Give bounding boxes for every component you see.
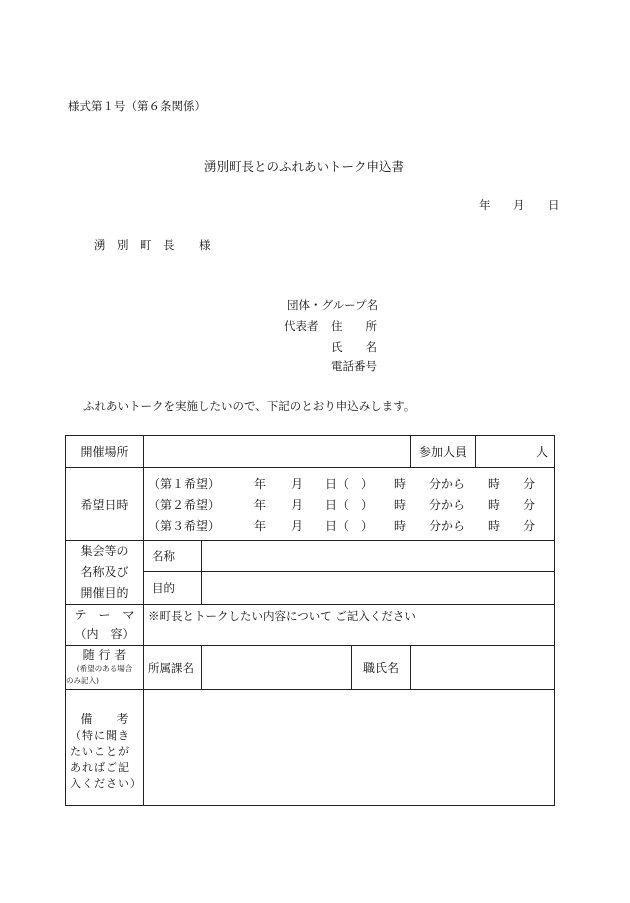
theme-row — [66, 605, 555, 646]
gathering-label-line: 集会等の — [80, 544, 129, 558]
representative-label: 代表者 — [284, 319, 319, 333]
venue-label: 開催場所 — [66, 436, 144, 468]
remarks-label-main: 備 考 — [80, 712, 129, 726]
hope-year: 年 — [254, 476, 267, 491]
theme-label-line: （内 容） — [74, 627, 135, 641]
hope-month: 月 — [291, 497, 304, 512]
participants-label: 参加人員 — [411, 436, 476, 468]
date-year-label: 年 — [479, 198, 491, 212]
hope-hour-end: 時 — [488, 497, 501, 512]
participants-field[interactable] — [476, 436, 555, 468]
theme-label-line: テ ー マ — [74, 608, 135, 622]
venue-field[interactable] — [144, 436, 411, 468]
hope-month: 月 — [291, 518, 304, 533]
companion-label — [66, 646, 144, 690]
companion-label-main: 随 行 者 — [82, 648, 127, 662]
hope-label: 希望日時 — [66, 468, 144, 541]
addressee-name: 湧 別 町 長 — [94, 238, 175, 252]
gathering-name-row — [66, 541, 555, 572]
hope-hour-end: 時 — [488, 476, 501, 491]
theme-field[interactable] — [144, 605, 555, 646]
hope-day: 日（ ） — [325, 476, 374, 491]
hope-hour: 時 — [394, 476, 407, 491]
address-label: 住 所 — [331, 319, 377, 333]
hope-day: 日（ ） — [325, 497, 374, 512]
theme-label — [66, 605, 144, 646]
hope-hour-end: 時 — [488, 518, 501, 533]
group-name-label: 団体・グループ名 — [287, 298, 379, 312]
hope-line-1 — [144, 475, 554, 492]
name-label: 氏 名 — [331, 340, 377, 354]
staff-field[interactable] — [411, 646, 555, 690]
hope-year: 年 — [254, 497, 267, 512]
hope-row — [66, 468, 555, 541]
venue-row — [66, 436, 555, 468]
companion-label-note: (希望のある場合 — [76, 664, 133, 673]
gathering-name-field[interactable] — [202, 541, 555, 572]
hope-minute-end: 分 — [523, 518, 536, 533]
hope-hour: 時 — [394, 518, 407, 533]
hope-minute-end: 分 — [523, 497, 536, 512]
remarks-row — [66, 690, 555, 806]
remarks-label — [66, 690, 144, 806]
gathering-purpose-field[interactable] — [202, 572, 555, 605]
hope-minute-end: 分 — [523, 476, 536, 491]
hope-choice: （第１希望） — [148, 476, 221, 491]
form-title: 湧別町長とのふれあいトーク申込書 — [204, 159, 405, 174]
hope-month: 月 — [291, 476, 304, 491]
gathering-label-line: 名称及び — [80, 565, 129, 579]
form-number: 様式第１号（第６条関係） — [68, 99, 206, 113]
date-month-label: 月 — [513, 198, 525, 212]
companion-row — [66, 646, 555, 690]
hope-choice: （第２希望） — [148, 497, 221, 512]
intro-text: ふれあいトークを実施したいので、下記のとおり申込みします。 — [83, 399, 416, 413]
companion-label-note: のみ記入) — [66, 676, 99, 685]
hope-minute: 分から — [429, 518, 466, 533]
dept-field[interactable] — [202, 646, 352, 690]
theme-note: ※町長とトークしたい内容について ご記入ください — [148, 609, 416, 623]
gathering-purpose-label: 目的 — [144, 572, 202, 605]
phone-label: 電話番号 — [331, 359, 377, 373]
application-table — [65, 435, 555, 806]
staff-label: 職氏名 — [352, 646, 411, 690]
hope-day: 日（ ） — [325, 518, 374, 533]
hope-choice: （第３希望） — [148, 518, 221, 533]
gathering-name-label: 名称 — [144, 541, 202, 572]
participants-unit: 人 — [536, 445, 549, 459]
gathering-label-line: 開催目的 — [80, 586, 129, 600]
remarks-label-note: （特に聞きたいことがあればご記入ください） — [70, 729, 142, 790]
hope-line-3 — [144, 517, 554, 534]
hope-hour: 時 — [394, 497, 407, 512]
hope-year: 年 — [254, 518, 267, 533]
gathering-label — [66, 541, 144, 605]
hope-field[interactable] — [144, 468, 555, 541]
hope-minute: 分から — [429, 476, 466, 491]
hope-minute: 分から — [429, 497, 466, 512]
addressee-honorific: 様 — [199, 238, 211, 252]
remarks-field[interactable] — [144, 690, 555, 806]
dept-label: 所属課名 — [144, 646, 202, 690]
date-day-label: 日 — [548, 198, 560, 212]
hope-line-2 — [144, 496, 554, 513]
